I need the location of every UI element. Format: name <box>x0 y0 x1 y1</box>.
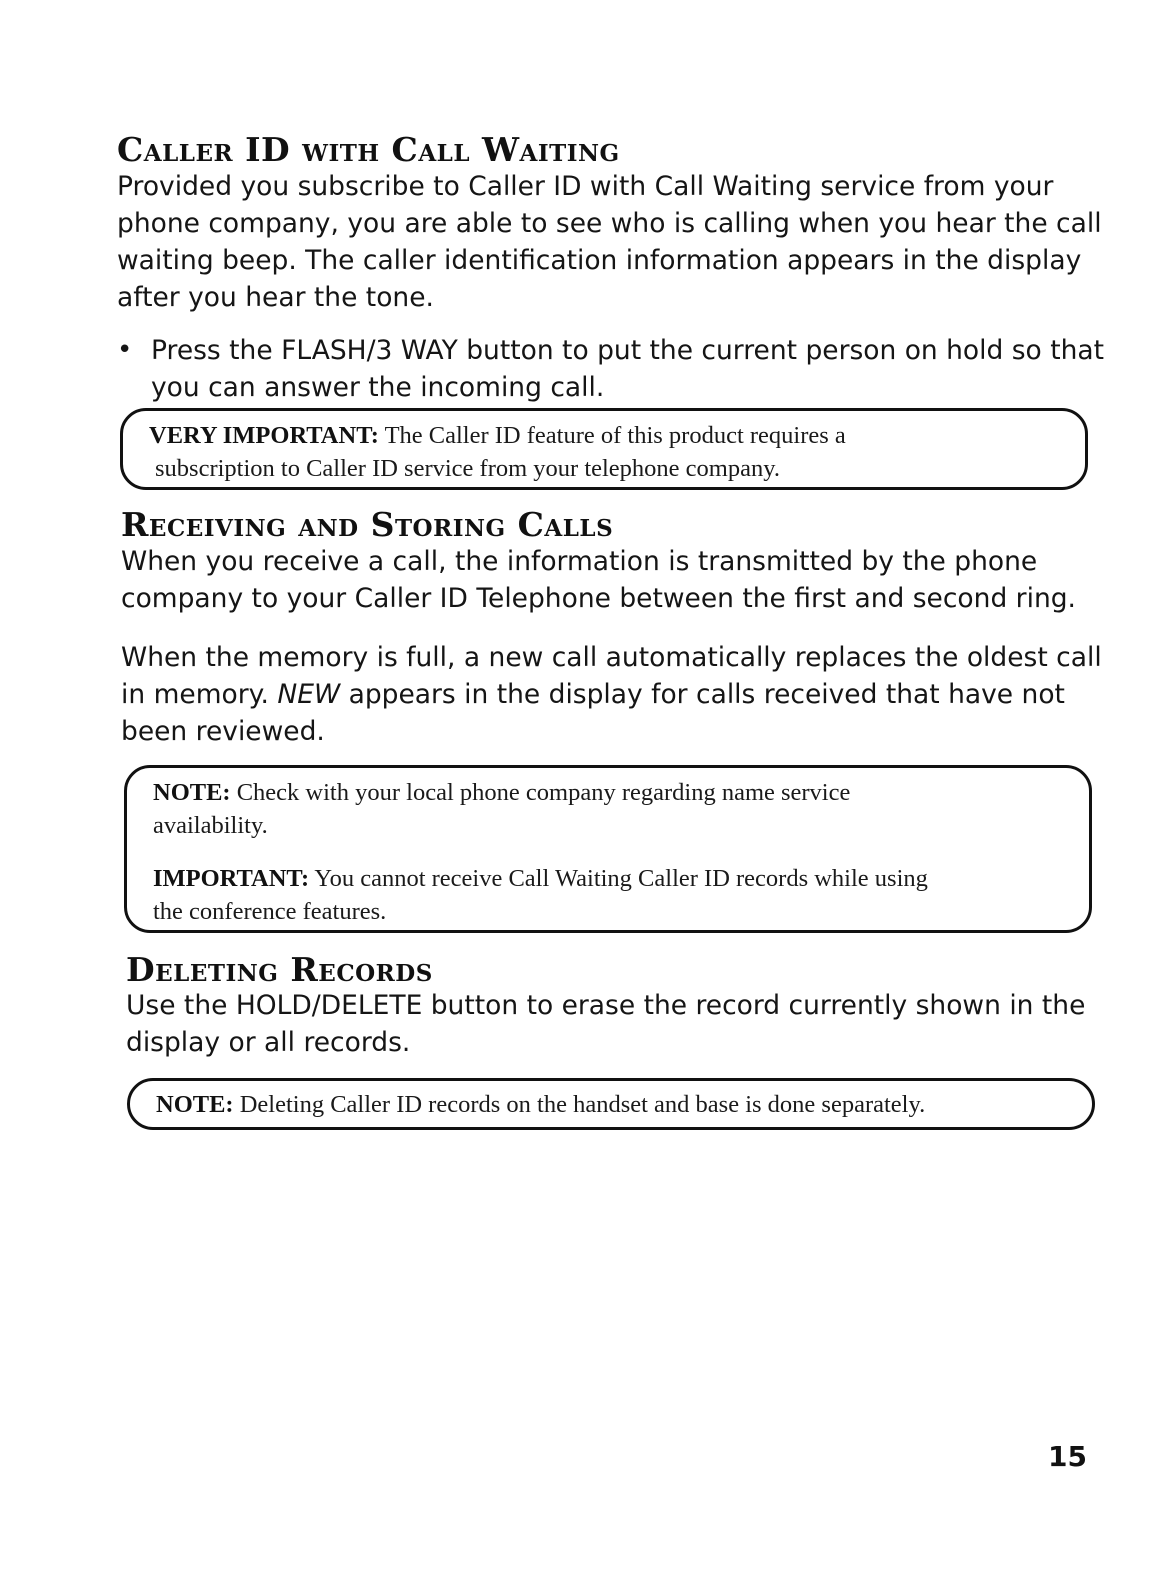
text-segment: appears in the display for calls received that have not <box>340 679 1065 710</box>
very-important-note-box <box>120 408 1088 490</box>
paragraph-line: When the memory is full, a new call automatically replaces the oldest call <box>121 642 1102 673</box>
paragraph-line: been reviewed. <box>121 716 325 747</box>
section-heading-deleting-records: Deleting Records <box>126 950 433 989</box>
paragraph-line: display or all records. <box>126 1027 411 1058</box>
receiving-paragraph-2 <box>121 639 1121 750</box>
note-text: The Caller ID feature of this product requires a <box>378 422 846 449</box>
note-line <box>149 419 1059 452</box>
page-number: 15 <box>1048 1440 1087 1473</box>
note-line: subscription to Caller ID service from your telephone company. <box>155 455 781 482</box>
section-heading-caller-id-call-waiting: Caller ID with Call Waiting <box>117 130 620 169</box>
note-text: You cannot receive Call Waiting Caller ID records while using <box>309 865 928 892</box>
note-label: NOTE: <box>156 1091 234 1118</box>
bullet-line: you can answer the incoming call. <box>151 372 605 403</box>
paragraph-line: Provided you subscribe to Caller ID with Call Waiting service from your <box>117 171 1054 202</box>
note-label: IMPORTANT: <box>153 865 310 892</box>
bullet-line: Press the FLASH/3 WAY button to put the current person on hold so that <box>151 335 1105 366</box>
paragraph-line: phone company, you are able to see who is calling when you hear the call <box>117 208 1102 239</box>
paragraph-line: When you receive a call, the information is transmitted by the phone <box>121 546 1038 577</box>
caller-id-call-waiting-paragraph <box>117 168 1117 316</box>
note-text: Deleting Caller ID records on the handset and base is done separately. <box>233 1091 926 1118</box>
note-label: VERY IMPORTANT: <box>149 422 379 449</box>
paragraph-line: company to your Caller ID Telephone between the first and second ring. <box>121 583 1076 614</box>
name-service-note-box <box>124 765 1092 933</box>
deleting-note-box <box>127 1078 1095 1130</box>
note-line <box>156 1088 1066 1121</box>
paragraph-line <box>121 676 1121 713</box>
note-text: Check with your local phone company regarding name service <box>230 779 851 806</box>
note-line <box>153 862 1063 895</box>
flash-bullet-item <box>117 332 1117 408</box>
deleting-paragraph <box>126 987 1126 1061</box>
paragraph-line: after you hear the tone. <box>117 282 434 313</box>
new-indicator-text: NEW <box>277 679 341 710</box>
paragraph-line: Use the HOLD/DELETE button to erase the record currently shown in the <box>126 990 1086 1021</box>
note-line <box>153 776 1063 809</box>
paragraph-line: waiting beep. The caller identification information appears in the display <box>117 245 1082 276</box>
note-label: NOTE: <box>153 779 231 806</box>
bullet-text <box>151 332 1104 406</box>
bullet-icon: • <box>117 335 133 365</box>
receiving-paragraph-1 <box>121 543 1121 617</box>
note-line: availability. <box>153 812 268 839</box>
note-line: the conference features. <box>153 898 387 925</box>
text-segment: in memory. <box>121 679 278 710</box>
section-heading-receiving-storing: Receiving and Storing Calls <box>121 505 614 544</box>
